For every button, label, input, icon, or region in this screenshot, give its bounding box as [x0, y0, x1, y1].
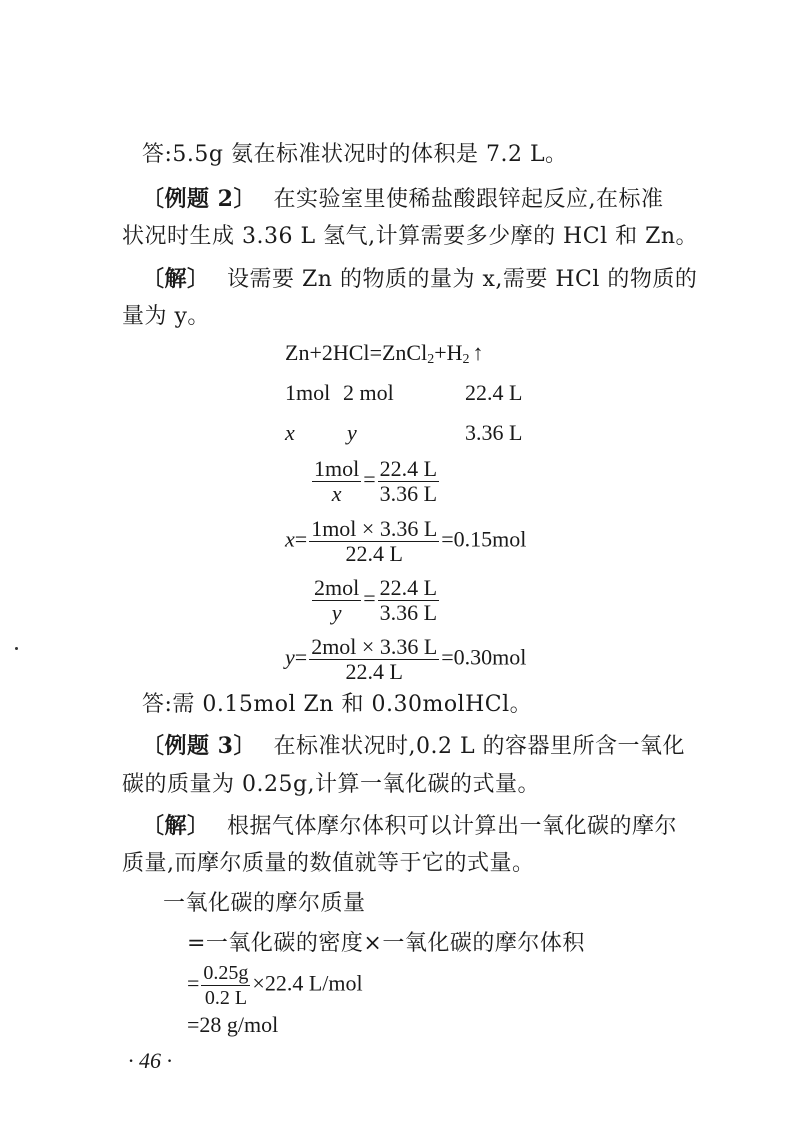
fraction: [312, 458, 361, 505]
example3-solution-text: 根据气体摩尔体积可以计算出一氧化碳的摩尔: [227, 814, 678, 839]
denominator: 3.36 L: [379, 600, 438, 625]
var-x: x: [285, 420, 295, 445]
fraction: [378, 458, 439, 505]
denominator: y: [331, 600, 342, 625]
example2-solution-label: 〔解〕: [142, 266, 210, 292]
reactant-hcl: 2HCl: [321, 340, 370, 365]
var-y: y: [285, 644, 295, 670]
denominator: 22.4 L: [345, 541, 403, 566]
fraction: [309, 518, 439, 565]
example2-solution-text: 设需要 Zn 的物质的量为 x,需要 HCl 的物质的: [227, 267, 698, 292]
example3-question-line1: [142, 731, 685, 762]
var-y: y: [347, 420, 357, 445]
example2-answer: 答:需 0.15mol Zn 和 0.30molHCl。: [142, 692, 533, 717]
subscript: 2: [462, 352, 470, 367]
numerator: 1mol × 3.36 L: [311, 516, 438, 541]
fraction: [378, 577, 439, 624]
molar-volume-term: ×22.4 L/mol: [252, 970, 363, 996]
solve-x: x= $\frac{\text{1mol × 3.36 L}}{22.4 L}$ =0.15mol: [285, 516, 527, 566]
example2-solution-line2: 量为 y。: [122, 304, 210, 329]
example2-solution-line1: [142, 264, 697, 295]
example3-label: 〔例题 3〕: [142, 733, 256, 759]
ratio-hcl: 2 mol: [343, 380, 394, 405]
scan-artifact: [15, 647, 18, 650]
proportion-y: $\frac{\text{2mol}}{y}$ = $\frac{22.4 L}{3.36 L}$: [314, 575, 438, 625]
example1-answer: 答:5.5g 氨在标准状况时的体积是 7.2 L。: [142, 142, 568, 167]
page-number: · 46 ·: [128, 1048, 172, 1073]
molar-mass-step1: =一氧化碳的密度×一氧化碳的摩尔体积: [187, 931, 585, 956]
molar-mass-result: =28 g/mol: [187, 1012, 279, 1037]
result-y: =0.30mol: [441, 644, 527, 670]
denominator: x: [331, 481, 342, 506]
ratio-row-2: [285, 420, 585, 448]
denominator: 22.4 L: [345, 659, 403, 684]
molar-mass-heading: 一氧化碳的摩尔质量: [163, 891, 366, 916]
numerator: 1mol: [314, 456, 360, 481]
fraction: [312, 577, 361, 624]
example3-question-line2: 碳的质量为 0.25g,计算一氧化碳的式量。: [122, 772, 541, 797]
example2-label: 〔例题 2〕: [142, 186, 256, 212]
example2-question-line1: [142, 184, 663, 215]
example3-question-text: 在标准状况时,0.2 L 的容器里所含一氧化: [273, 734, 686, 759]
example3-solution-line2: 质量,而摩尔质量的数值就等于它的式量。: [122, 851, 535, 876]
subscript: 2: [427, 352, 435, 367]
numerator: 0.25g: [203, 962, 249, 984]
plus-sign: +: [434, 340, 447, 365]
chemical-equation: [285, 340, 484, 368]
numerator: 22.4 L: [379, 456, 438, 481]
numerator: 22.4 L: [379, 575, 438, 600]
example3-solution-line1: [142, 811, 677, 842]
denominator: 0.2 L: [204, 987, 248, 1009]
numerator: 2mol × 3.36 L: [311, 634, 438, 659]
product-h2: H: [446, 340, 463, 365]
denominator: 3.36 L: [379, 481, 438, 506]
reactant-zn: Zn: [285, 340, 310, 365]
ratio-zn: 1mol: [285, 380, 331, 405]
equals-sign: =: [369, 340, 382, 365]
proportion-x: $\frac{\text{1mol}}{x}$ = $\frac{22.4 L}{3.36 L}$: [314, 456, 438, 506]
example2-question-text: 在实验室里使稀盐酸跟锌起反应,在标准: [273, 187, 664, 212]
ratio-h2: 22.4 L: [465, 380, 523, 405]
fraction: [201, 962, 250, 1009]
example3-solution-label: 〔解〕: [142, 813, 210, 839]
solve-y: y= $\frac{\text{2mol × 3.36 L}}{22.4 L}$ =0.30mol: [285, 634, 527, 684]
plus-sign: +: [309, 340, 322, 365]
molar-mass-step2: = $\frac{0.25g}{0.2 L}$ ×22.4 L/mol: [187, 962, 363, 1009]
gas-arrow-icon: ↑: [472, 340, 484, 365]
volume-h2: 3.36 L: [465, 420, 523, 445]
result-x: =0.15mol: [441, 526, 527, 552]
fraction: [309, 636, 439, 683]
numerator: 2mol: [314, 575, 360, 600]
var-x: x: [285, 526, 295, 552]
ratio-row-1: [285, 380, 585, 408]
example2-question-line2: 状况时生成 3.36 L 氢气,计算需要多少摩的 HCl 和 Zn。: [122, 224, 699, 249]
product-zncl2: ZnCl: [381, 340, 428, 365]
